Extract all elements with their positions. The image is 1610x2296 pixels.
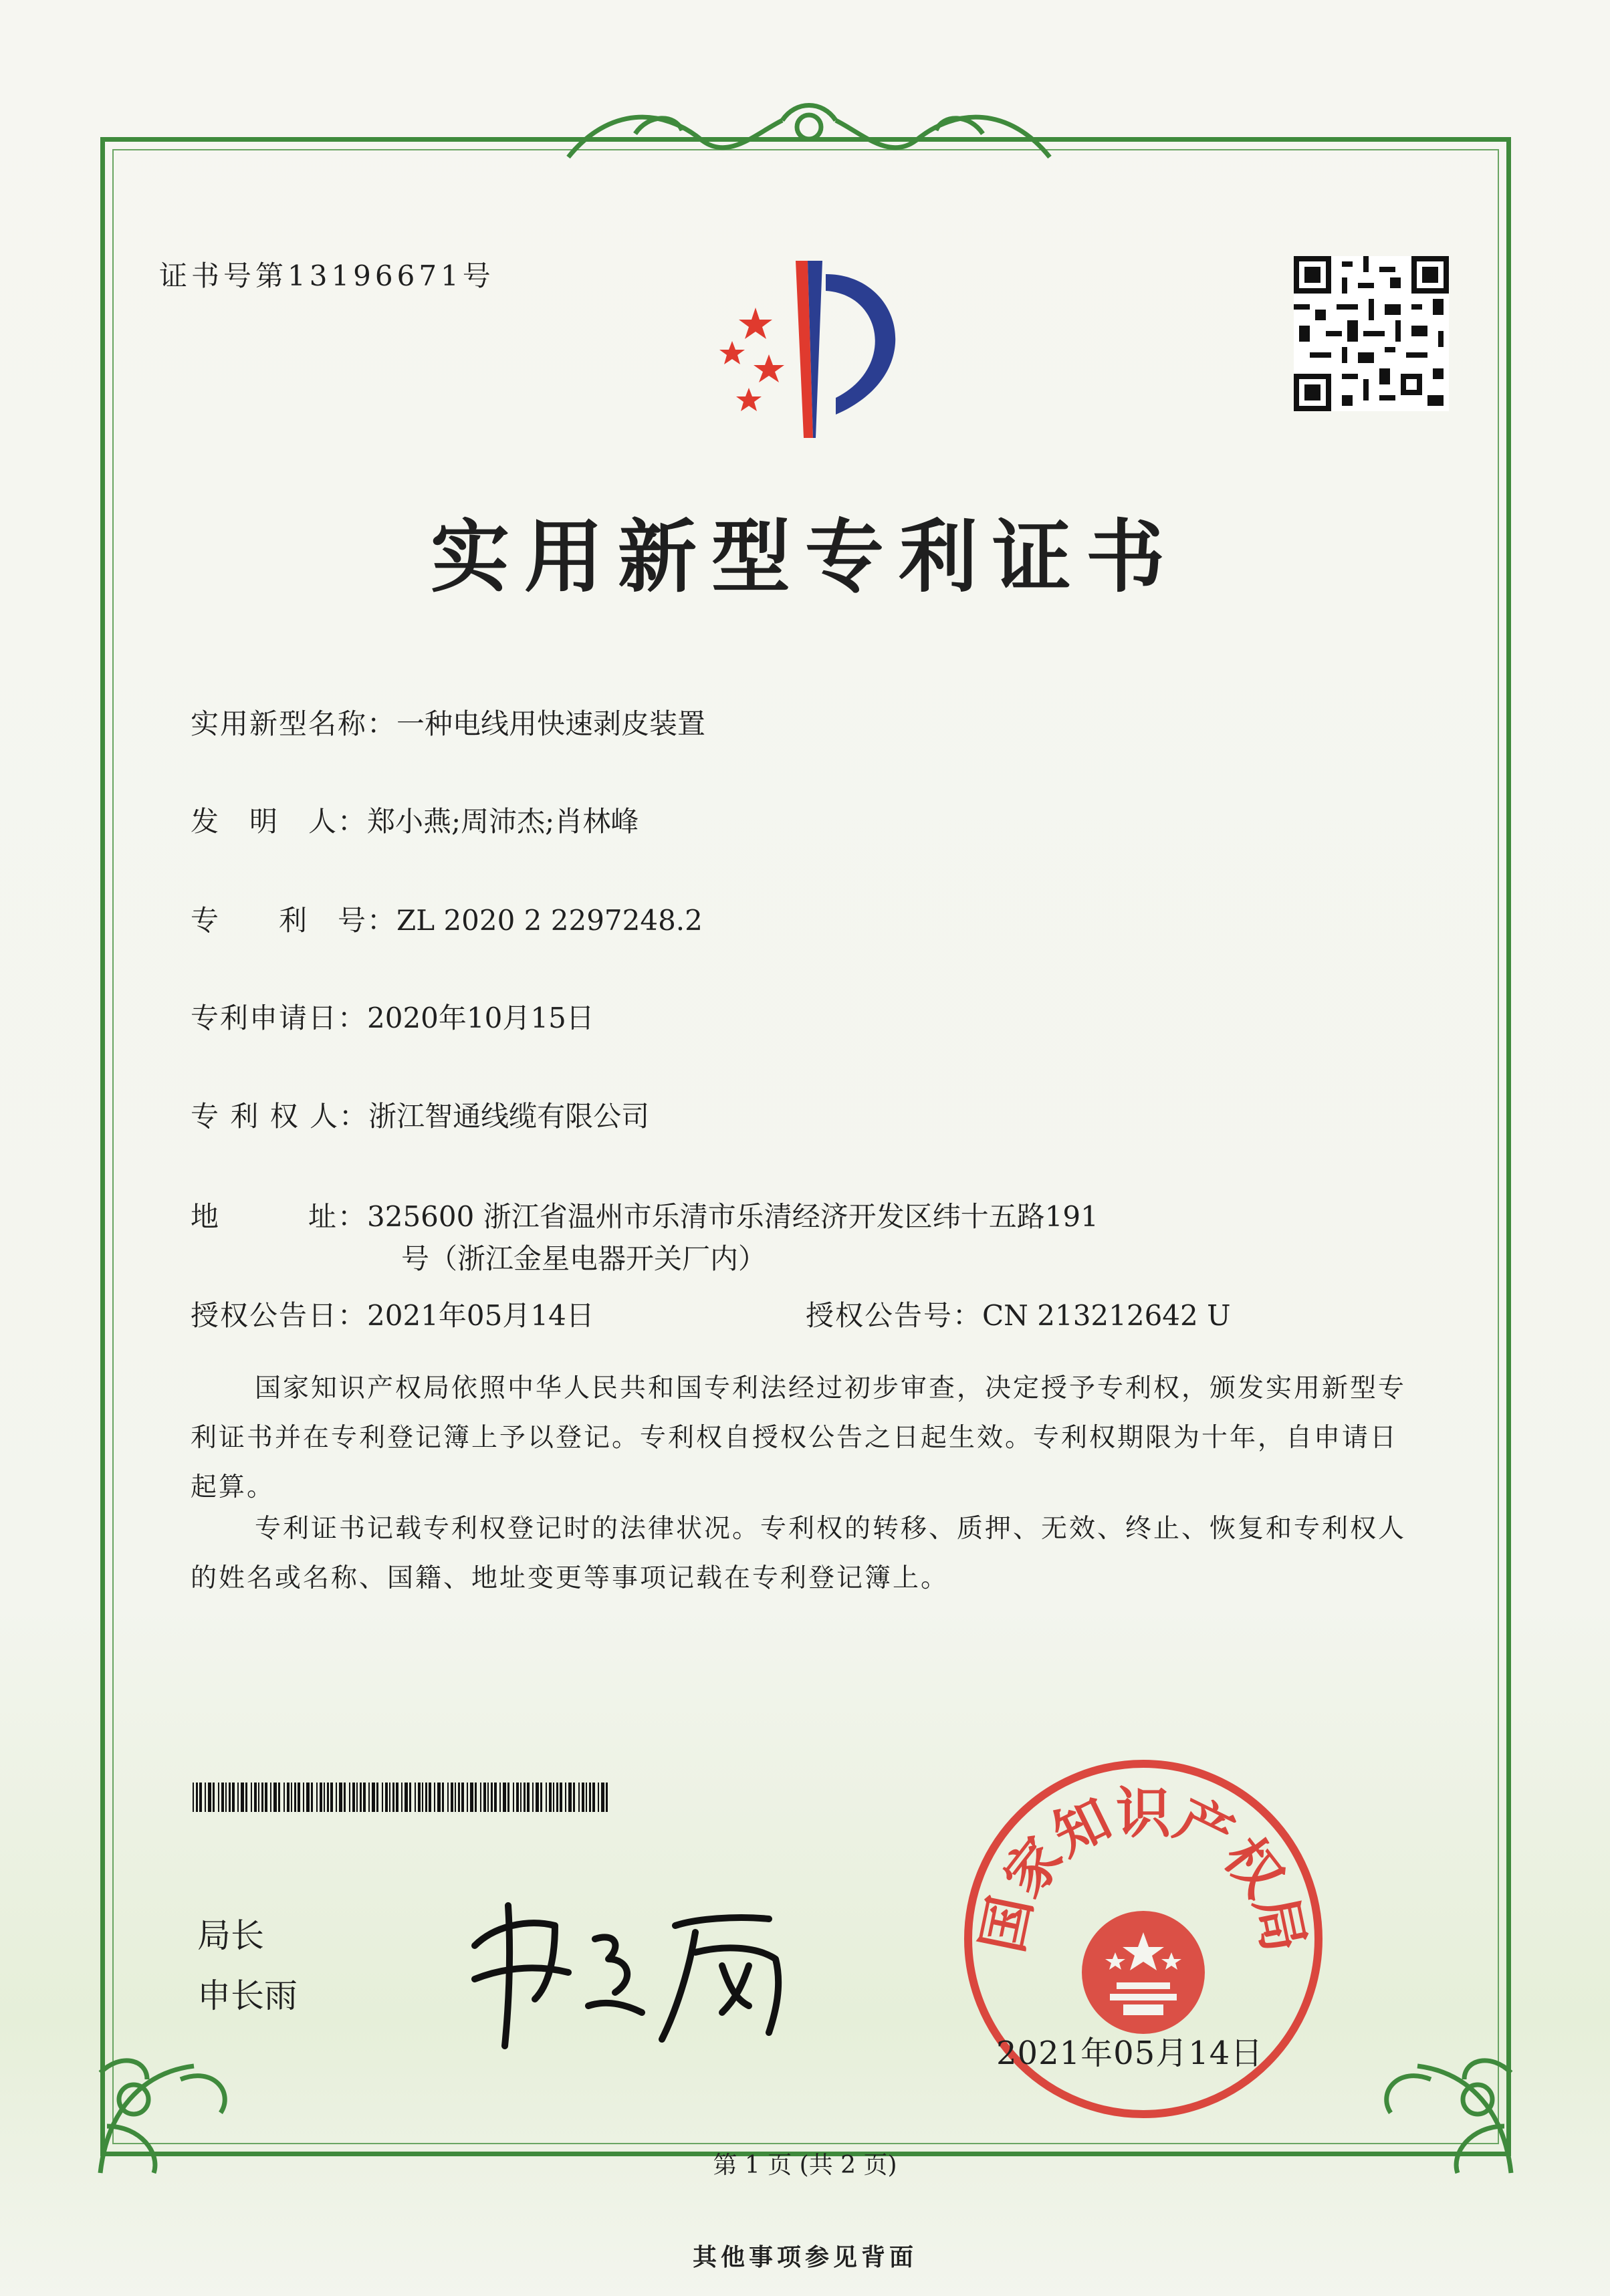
patentee-label: 专 利 权 人： xyxy=(191,1100,369,1133)
director-signature-icon xyxy=(455,1865,829,2059)
utility-model-name-value: 一种电线用快速剥皮装置 xyxy=(396,707,706,740)
director-name: 申长雨 xyxy=(197,1976,298,2015)
inventor-field xyxy=(191,800,639,840)
address-line-2: 号（浙江金星电器开关厂内） xyxy=(401,1242,767,1275)
footer-note: 其他事项参见背面 xyxy=(692,2243,917,2271)
address-field xyxy=(191,1195,1099,1235)
address-line-1: 325600 浙江省温州市乐清市乐清经济开发区纬十五路191 xyxy=(367,1200,1099,1233)
grant-date-field xyxy=(191,1294,594,1334)
patent-number-field xyxy=(191,899,703,939)
grant-statement-paragraph: 国家知识产权局依照中华人民共和国专利法经过初步审查，决定授予专利权，颁发实用新型专利证书并在专利登记簿上予以登记。专利权自授权公告之日起生效。专利权期限为十年，自申请日起算。 xyxy=(191,1373,1407,1502)
top-ornament-icon xyxy=(555,94,1063,167)
patentee-field xyxy=(191,1095,649,1135)
filing-date-value: 2020年10月15日 xyxy=(367,1002,594,1034)
certificate-number: 证书号第13196671号 xyxy=(159,259,495,292)
inventor-value: 郑小燕;周沛杰;肖林峰 xyxy=(367,805,639,838)
filing-date-field xyxy=(191,996,594,1036)
seal-text: 国家知识产权局 xyxy=(970,1782,1316,1958)
grant-number-value: CN 213212642 U xyxy=(982,1299,1231,1332)
inventor-label: 发 明 人： xyxy=(191,805,368,838)
patent-number-value: ZL 2020 2 2297248.2 xyxy=(396,904,703,937)
utility-model-name-label: 实用新型名称： xyxy=(191,707,397,740)
grant-number-field xyxy=(806,1294,1231,1334)
address-label: 地 址： xyxy=(191,1200,368,1233)
patent-number-label: 专 利 号： xyxy=(191,904,397,937)
grant-date-label: 授权公告日： xyxy=(191,1299,368,1332)
utility-model-name-field xyxy=(191,702,705,742)
director-title: 局长 xyxy=(197,1916,264,1955)
grant-date-value: 2021年05月14日 xyxy=(367,1299,594,1332)
patentee-value: 浙江智通线缆有限公司 xyxy=(368,1100,650,1133)
patent-office-emblem-icon xyxy=(682,247,936,448)
barcode-icon xyxy=(193,1783,610,1812)
certificate-title: 实用新型专利证书 xyxy=(430,510,1179,603)
filing-date-label: 专利申请日： xyxy=(191,1002,368,1034)
seal-date: 2021年05月14日 xyxy=(996,2035,1264,2072)
grant-number-label: 授权公告号： xyxy=(806,1299,983,1332)
qr-code-icon xyxy=(1294,256,1449,411)
page-indicator: 第 1 页 (共 2 页) xyxy=(713,2152,897,2179)
legal-status-paragraph: 专利证书记载专利权登记时的法律状况。专利权的转移、质押、无效、终止、恢复和专利权人的姓名或名称、国籍、地址变更等事项记载在专利登记簿上。 xyxy=(191,1514,1407,1593)
